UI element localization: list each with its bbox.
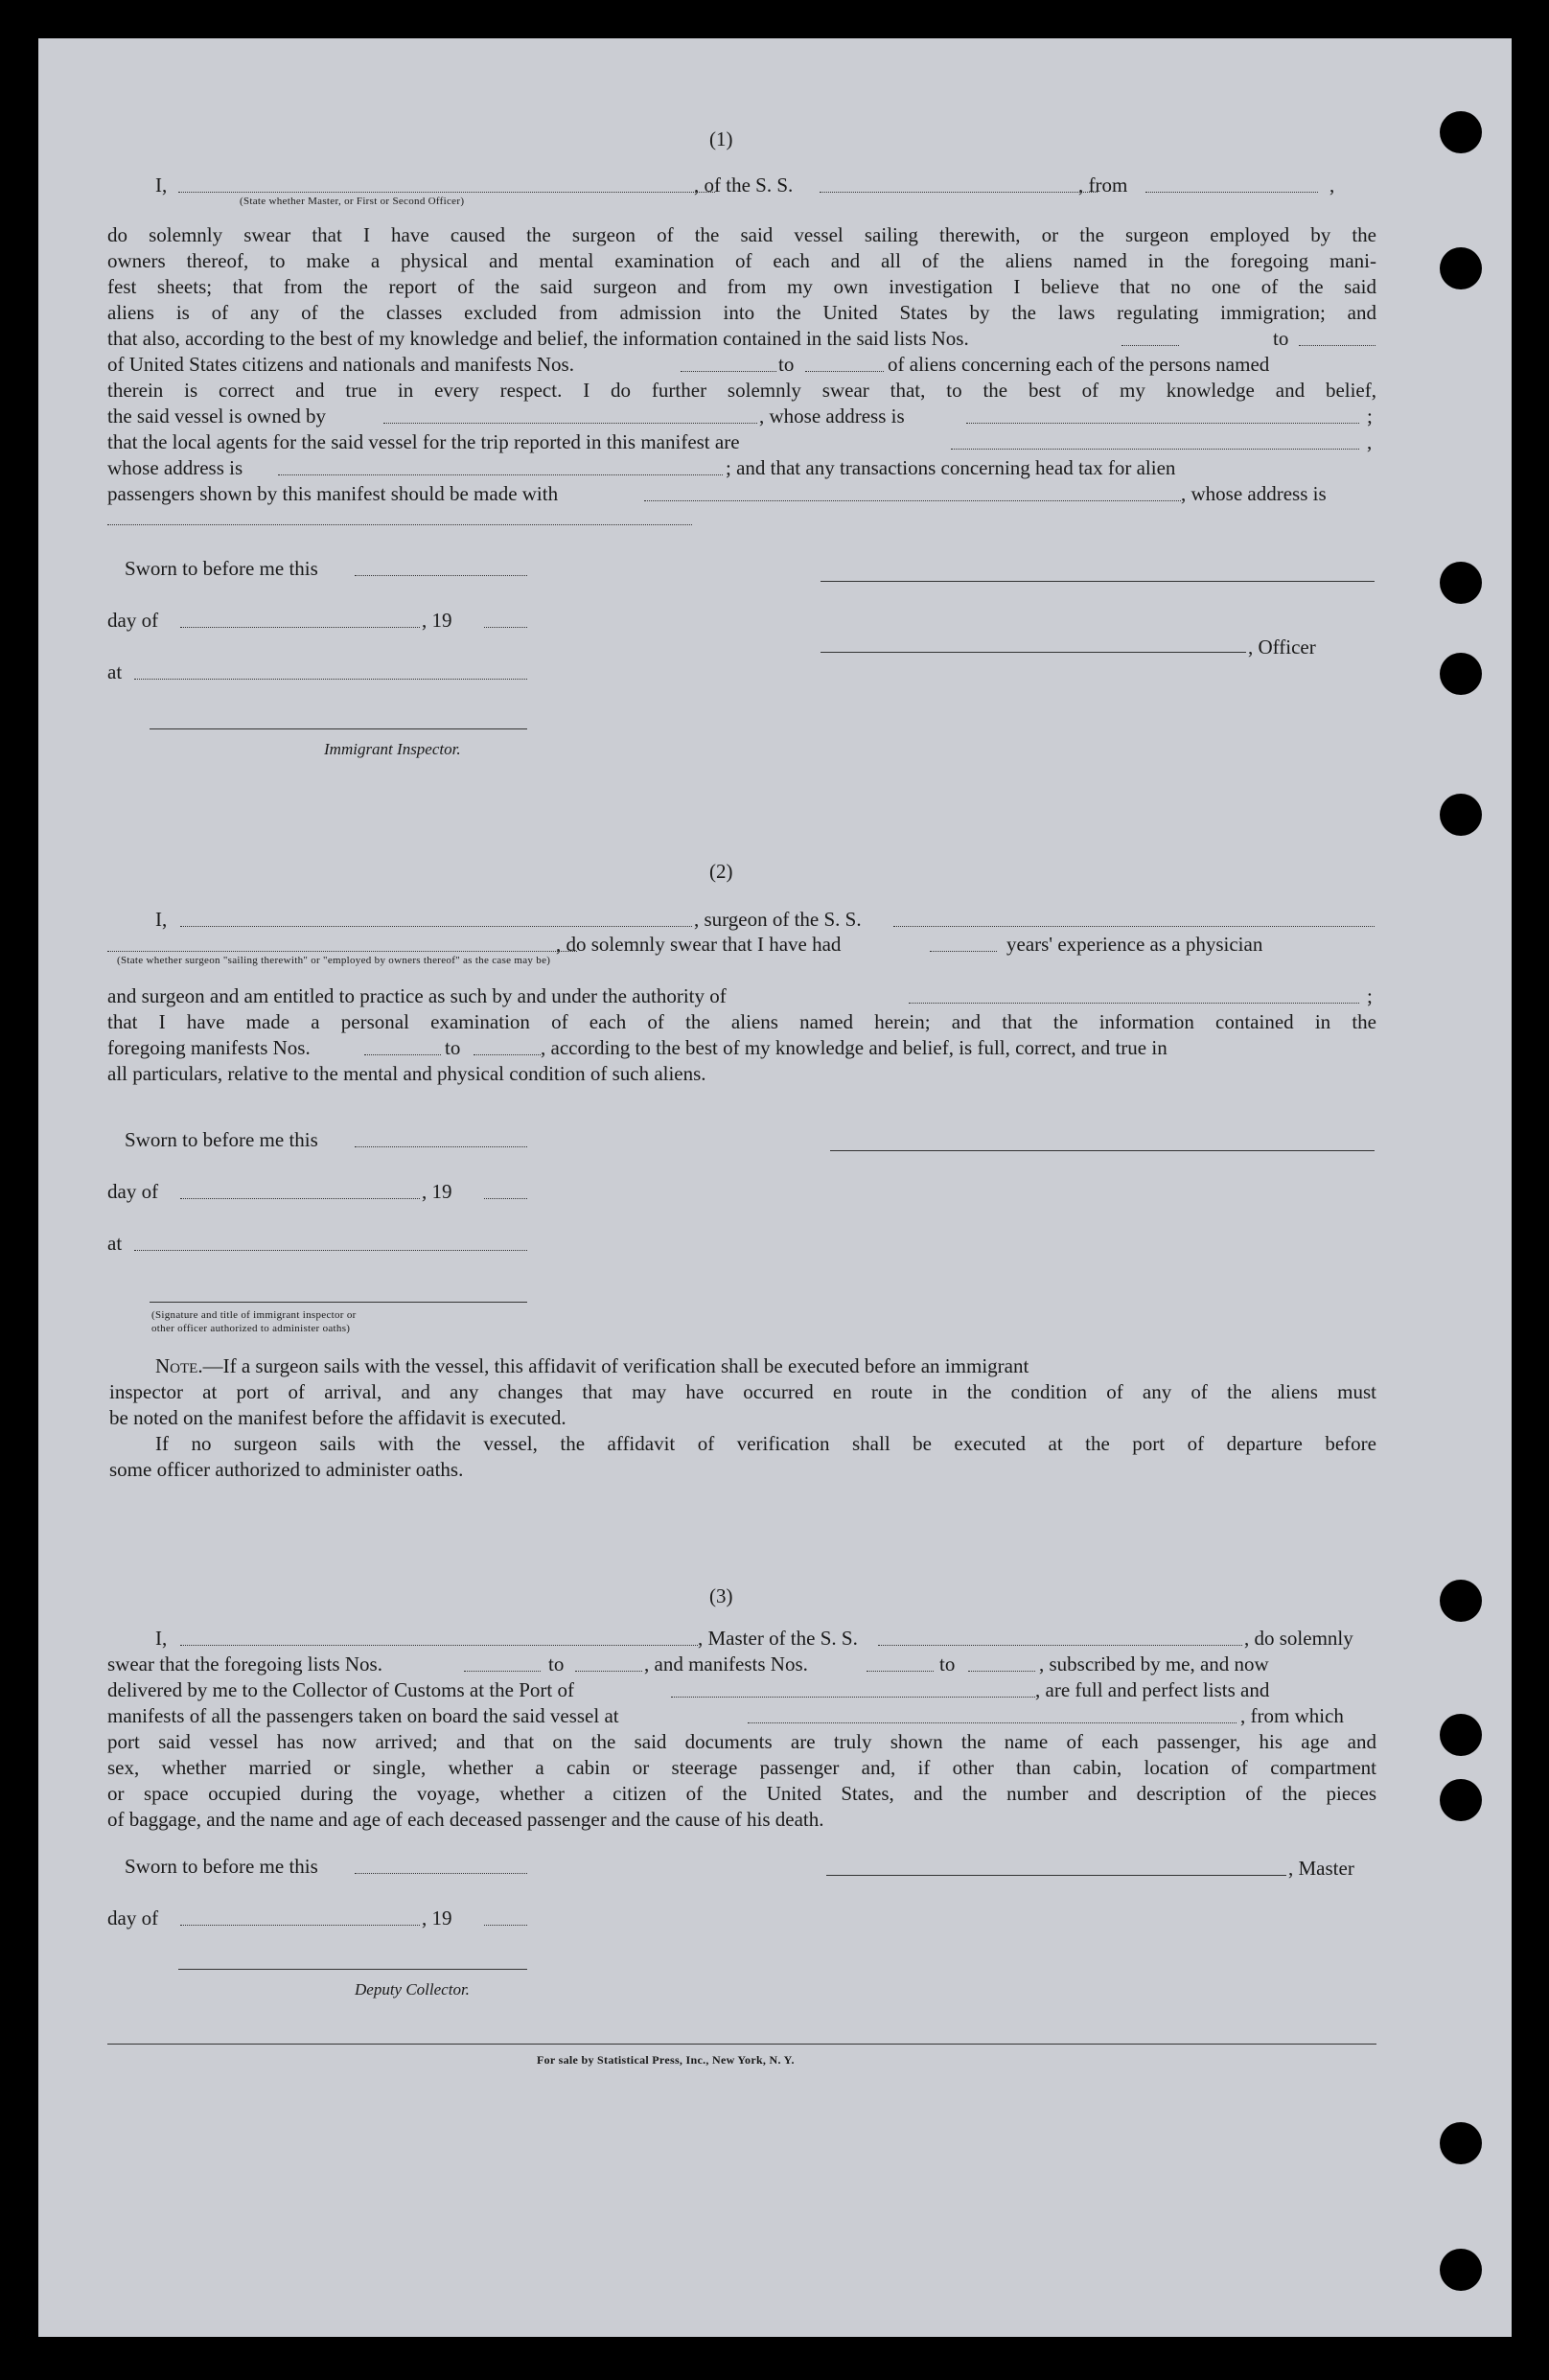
- s3-manifests-to-field[interactable]: [968, 1671, 1035, 1672]
- s2-do-solemnly: , do solemnly swear that I have had: [556, 933, 842, 956]
- s2-signature-line[interactable]: [830, 1150, 1375, 1151]
- s1-day-of: day of: [107, 609, 159, 632]
- s2-surgeon-ss: , surgeon of the S. S.: [694, 908, 862, 931]
- s3-master-signature-line[interactable]: [826, 1875, 1286, 1876]
- s3-sworn-day-field[interactable]: [355, 1873, 527, 1874]
- s1-year: , 19: [422, 609, 452, 632]
- s3-l4b: , from which: [1240, 1704, 1344, 1727]
- s1-vessel-name-field[interactable]: [820, 192, 1098, 193]
- s3-l2c: , and manifests Nos.: [644, 1652, 808, 1675]
- footer-printer: For sale by Statistical Press, Inc., New York, N. Y.: [537, 2053, 795, 2067]
- s1-lists-to: to: [1273, 327, 1289, 350]
- s2-p3a: foregoing manifests Nos.: [107, 1036, 311, 1059]
- s2-manifests-to-field[interactable]: [474, 1054, 541, 1055]
- s2-note-line3: be noted on the manifest before the affidavit is executed.: [109, 1406, 566, 1429]
- s1-semicolon: ;: [1367, 404, 1373, 427]
- s1-passengers: passengers shown by this manifest should be made with: [107, 482, 559, 505]
- s2-note-line4: If no surgeon sails with the vessel, the affidavit of verification shall be executed at the port of departure before: [155, 1432, 1376, 1455]
- s1-officer-hint: (State whether Master, or First or Second Officer): [240, 196, 465, 207]
- s2-surgeon-hint: (State whether surgeon "sailing therewith" or "employed by owners thereof" as the case may be): [117, 955, 551, 966]
- s2-semicolon: ;: [1367, 984, 1373, 1007]
- punch-hole: [1440, 1580, 1482, 1622]
- s2-p3c: , according to the best of my knowledge and belief, is full, correct, and true in: [541, 1036, 1168, 1059]
- s1-year-field[interactable]: [484, 627, 527, 628]
- s3-l2e: , subscribed by me, and now: [1039, 1652, 1269, 1675]
- s2-month-field[interactable]: [180, 1198, 420, 1199]
- s3-vessel-name-field[interactable]: [878, 1645, 1242, 1646]
- s3-master-label: , Master: [1288, 1857, 1354, 1880]
- s3-sworn: Sworn to before me this: [125, 1855, 318, 1878]
- s2-p1: and surgeon and am entitled to practice as such by and under the authority of: [107, 984, 727, 1007]
- s1-para-line2: owners thereof, to make a physical and mental examination of each and all of the aliens named in the foregoing mani-: [107, 249, 1376, 272]
- s1-inspector-signature-line[interactable]: [150, 728, 527, 729]
- s3-month-field[interactable]: [180, 1925, 420, 1926]
- s1-agent-address-field[interactable]: [278, 474, 723, 475]
- s2-note-line2: inspector at port of arrival, and any changes that may have occurred en route in the condition of any of the aliens must: [109, 1380, 1376, 1403]
- punch-hole: [1440, 562, 1482, 604]
- s1-at-field[interactable]: [134, 679, 527, 680]
- s3-port-field[interactable]: [671, 1697, 1035, 1698]
- s3-l2a: swear that the foregoing lists Nos.: [107, 1652, 382, 1675]
- s3-l4a: manifests of all the passengers taken on board the said vessel at: [107, 1704, 619, 1727]
- s2-sig-hint2: other officer authorized to administer oaths): [151, 1323, 351, 1334]
- s1-para-line4: aliens is of any of the classes excluded from admission into the United States by the laws regulating immigration; and: [107, 301, 1376, 324]
- s3-year: , 19: [422, 1906, 452, 1929]
- s2-year: , 19: [422, 1180, 452, 1203]
- s3-l7: or space occupied during the voyage, whether a citizen of the United States, and the number and description of the pieces: [107, 1782, 1376, 1805]
- s1-agents-field[interactable]: [951, 449, 1359, 450]
- s2-note-label: Note.: [155, 1354, 203, 1377]
- punch-hole: [1440, 1714, 1482, 1756]
- s2-sworn-day-field[interactable]: [355, 1146, 527, 1147]
- s1-of-ss-label: , of the S. S.: [694, 173, 794, 196]
- s1-i-label: I,: [155, 173, 168, 196]
- s3-i-label: I,: [155, 1627, 168, 1650]
- s2-p3b: to: [445, 1036, 461, 1059]
- s1-lists-to-field[interactable]: [1299, 345, 1376, 346]
- s3-lists-to-field[interactable]: [575, 1671, 642, 1672]
- s2-note-line5: some officer authorized to administer oaths.: [109, 1458, 464, 1481]
- s2-note-text1: —If a surgeon sails with the vessel, this affidavit of verification shall be executed before an immigrant: [202, 1354, 1029, 1377]
- s3-day-of: day of: [107, 1906, 159, 1929]
- punch-hole: [1440, 1779, 1482, 1821]
- s1-para-line7: therein is correct and true in every respect. I do further solemnly swear that, to the best of my knowledge and belief,: [107, 379, 1376, 402]
- s1-inspector-label: Immigrant Inspector.: [324, 740, 461, 758]
- s2-at: at: [107, 1232, 123, 1255]
- s1-manifests-to-field[interactable]: [805, 371, 884, 372]
- s1-at: at: [107, 660, 123, 683]
- s3-l2b: to: [548, 1652, 565, 1675]
- s2-sig-hint1: (Signature and title of immigrant inspector or: [151, 1309, 357, 1321]
- s3-collector-signature-line[interactable]: [178, 1969, 527, 1970]
- s1-owner-address-field[interactable]: [966, 423, 1359, 424]
- s1-para-line1: do solemnly swear that I have caused the surgeon of the said vessel sailing therewith, or the surgeon employed by the: [107, 223, 1376, 246]
- s1-month-field[interactable]: [180, 627, 420, 628]
- s2-i-label: I,: [155, 908, 168, 931]
- s1-para-line5: that also, according to the best of my knowledge and belief, the information contained in the said lists Nos.: [107, 327, 969, 350]
- section2-heading: (2): [709, 860, 733, 883]
- s2-surgeon-name-field[interactable]: [180, 926, 692, 927]
- s1-para-line6: of United States citizens and nationals and manifests Nos.: [107, 353, 574, 376]
- s3-do-solemnly: , do solemnly: [1244, 1627, 1353, 1650]
- s1-whose-address-is: , whose address is: [1181, 482, 1327, 505]
- footer-rule: [107, 2044, 1376, 2045]
- punch-hole: [1440, 111, 1482, 153]
- s3-departure-port-field[interactable]: [748, 1722, 1237, 1723]
- s3-master-name-field[interactable]: [180, 1645, 698, 1646]
- s1-manifests-to: to: [778, 353, 795, 376]
- s1-para-line3: fest sheets; that from the report of the said surgeon and from my own investigation I believe that no one of the said: [107, 275, 1376, 298]
- s1-comma: ,: [1329, 173, 1335, 196]
- s2-inspector-signature-line[interactable]: [150, 1302, 527, 1303]
- s1-owner-address-label: , whose address is: [759, 404, 905, 427]
- s2-years-label: years' experience as a physician: [1006, 933, 1263, 956]
- s1-lists-from-field[interactable]: [1121, 345, 1179, 346]
- section3-heading: (3): [709, 1584, 733, 1607]
- s2-vessel-name-field[interactable]: [893, 926, 1375, 927]
- s2-note-line1: [155, 1353, 1029, 1379]
- s2-day-of: day of: [107, 1180, 159, 1203]
- s3-l5: port said vessel has now arrived; and that on the said documents are truly shown the name of each passenger, his age and: [107, 1730, 1376, 1753]
- s3-l3a: delivered by me to the Collector of Customs at the Port of: [107, 1678, 574, 1701]
- s2-p2: that I have made a personal examination of each of the aliens named herein; and that the information contained in the: [107, 1010, 1376, 1033]
- punch-hole: [1440, 247, 1482, 289]
- s2-authority-field[interactable]: [909, 1003, 1359, 1004]
- s1-sworn-day-field[interactable]: [355, 575, 527, 576]
- s3-year-field[interactable]: [484, 1925, 527, 1926]
- s1-owner-field[interactable]: [383, 423, 757, 424]
- s1-agents: that the local agents for the said vessel for the trip reported in this manifest are: [107, 430, 740, 453]
- s1-head-tax: ; and that any transactions concerning head tax for alien: [726, 456, 1176, 479]
- s2-year-field[interactable]: [484, 1198, 527, 1199]
- s3-collector-label: Deputy Collector.: [355, 1980, 470, 1999]
- punch-hole: [1440, 653, 1482, 695]
- s1-head-tax-field[interactable]: [644, 500, 1181, 501]
- s3-l8: of baggage, and the name and age of each deceased passenger and the cause of his death.: [107, 1808, 824, 1831]
- punch-hole: [1440, 794, 1482, 836]
- s1-head-tax-address-field[interactable]: [107, 524, 692, 525]
- s2-years-field[interactable]: [930, 951, 997, 952]
- punch-hole: [1440, 2249, 1482, 2291]
- punch-hole: [1440, 2122, 1482, 2164]
- s3-l2d: to: [939, 1652, 956, 1675]
- s2-surgeon-type-field[interactable]: [107, 951, 577, 952]
- s3-lists-from-field[interactable]: [464, 1671, 541, 1672]
- s2-p4: all particulars, relative to the mental and physical condition of such aliens.: [107, 1062, 706, 1085]
- s1-aliens-tail: of aliens concerning each of the persons named: [888, 353, 1270, 376]
- s2-sworn: Sworn to before me this: [125, 1128, 318, 1151]
- s2-manifests-from-field[interactable]: [364, 1054, 441, 1055]
- s3-l6: sex, whether married or single, whether a cabin or steerage passenger and, if other than cabin, location of compartment: [107, 1756, 1376, 1779]
- s1-sworn: Sworn to before me this: [125, 557, 318, 580]
- s1-from-port-field[interactable]: [1145, 192, 1318, 193]
- s1-agent-address-label: whose address is: [107, 456, 243, 479]
- s1-manifests-from-field[interactable]: [681, 371, 776, 372]
- s1-agents-comma: ,: [1367, 430, 1373, 453]
- s1-officer-name-field[interactable]: [178, 192, 715, 193]
- s3-master-ss: , Master of the S. S.: [698, 1627, 858, 1650]
- section1-heading: (1): [709, 127, 733, 150]
- s2-at-field[interactable]: [134, 1250, 527, 1251]
- s1-signature-line[interactable]: [821, 581, 1375, 582]
- s3-l3b: , are full and perfect lists and: [1035, 1678, 1270, 1701]
- s3-manifests-from-field[interactable]: [867, 1671, 934, 1672]
- s1-officer-label: , Officer: [1248, 635, 1316, 659]
- s1-owned-by: the said vessel is owned by: [107, 404, 327, 427]
- manifest-page: [38, 38, 1512, 2337]
- s1-from-label: , from: [1078, 173, 1128, 196]
- s1-officer-signature-line[interactable]: [821, 652, 1246, 653]
